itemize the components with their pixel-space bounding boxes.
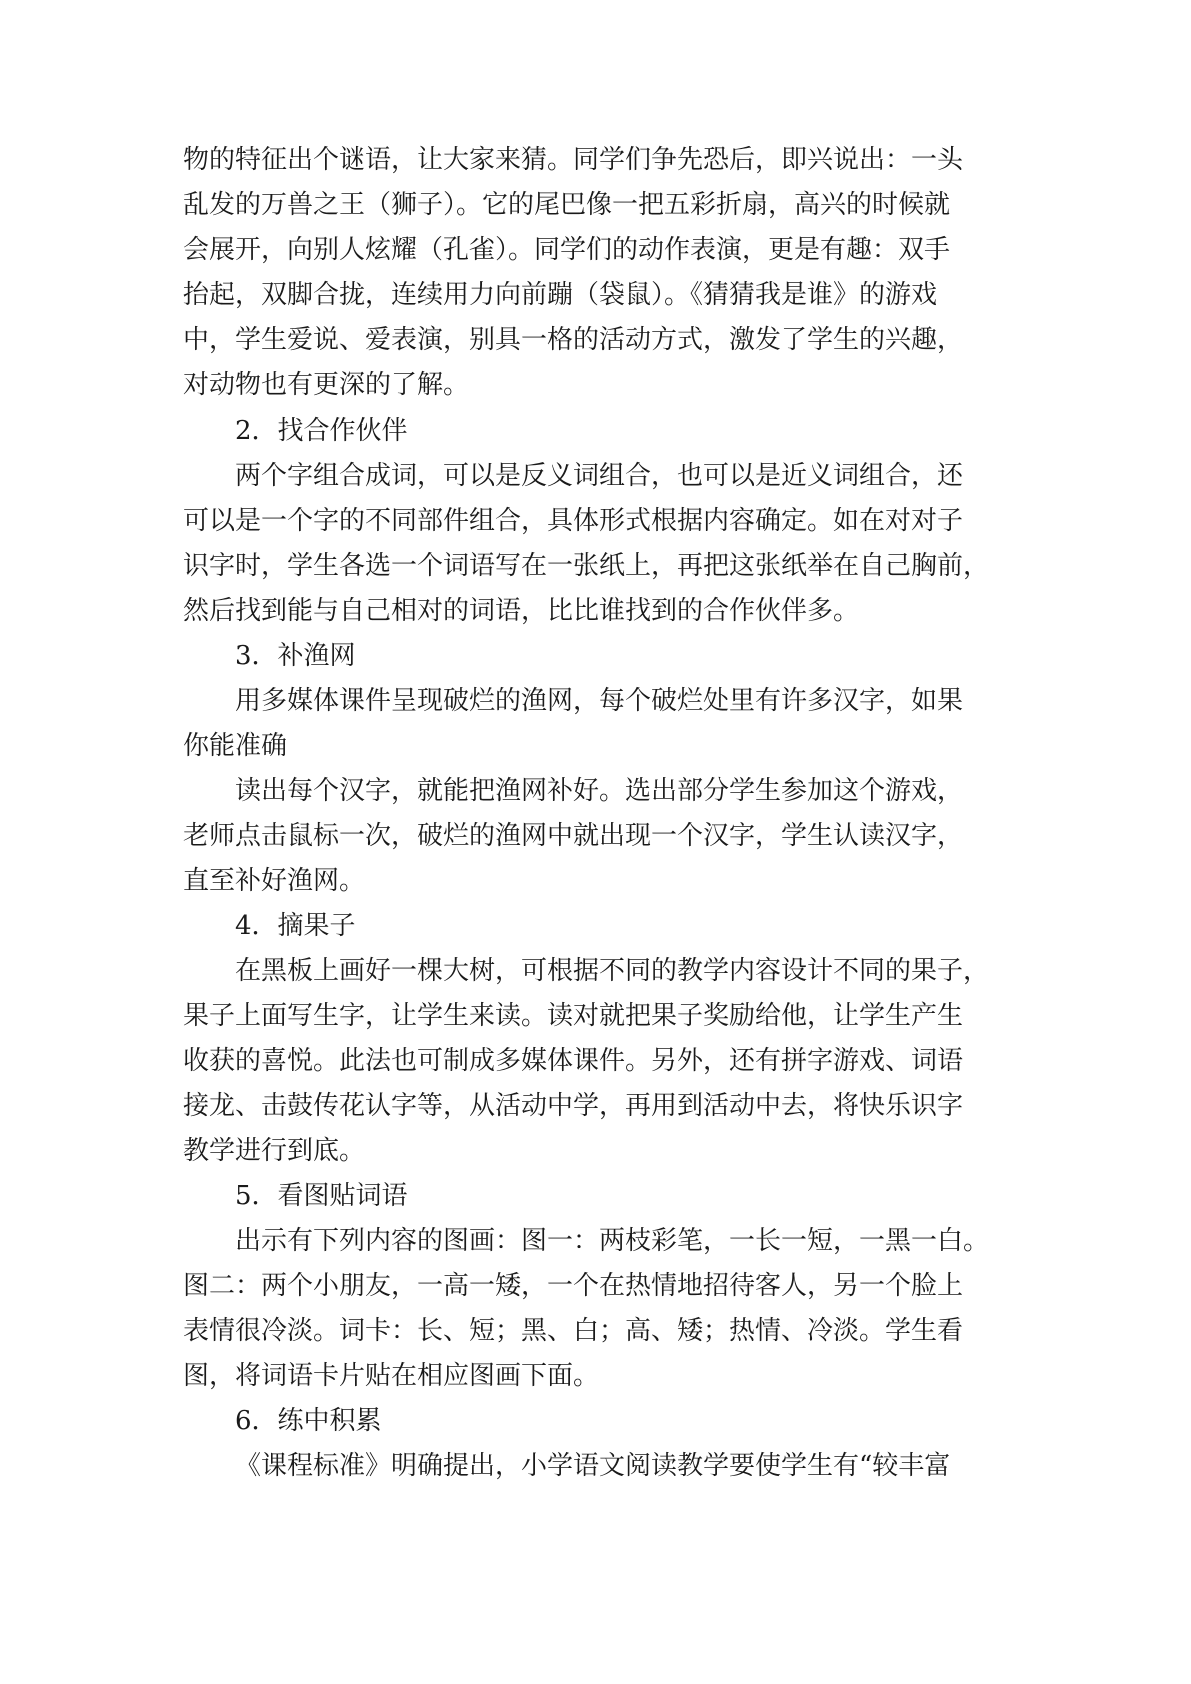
paragraph-line: 图，将词语卡片贴在相应图画下面。: [183, 1361, 600, 1391]
paragraph-line: 表情很冷淡。词卡：长、短；黑、白；高、矮；热情、冷淡。学生看: [183, 1316, 964, 1346]
paragraph-line: 在黑板上画好一棵大树，可根据不同的教学内容设计不同的果子，: [235, 956, 990, 986]
paragraph-line: 图二：两个小朋友，一高一矮，一个在热情地招待客人，另一个脸上: [183, 1271, 964, 1301]
paragraph-line: 接龙、击鼓传花认字等，从活动中学，再用到活动中去，将快乐识字: [183, 1091, 964, 1121]
paragraph-line: 直至补好渔网。: [183, 866, 366, 896]
paragraph-line: 对动物也有更深的了解。: [183, 370, 470, 400]
paragraph-line: 用多媒体课件呈现破烂的渔网，每个破烂处里有许多汉字，如果: [235, 686, 964, 716]
paragraph-line: 老师点击鼠标一次，破烂的渔网中就出现一个汉字，学生认读汉字，: [183, 821, 964, 851]
section-heading: 5．看图贴词语: [235, 1181, 408, 1211]
paragraph-line: 教学进行到底。: [183, 1136, 366, 1166]
paragraph-line: 读出每个汉字，就能把渔网补好。选出部分学生参加这个游戏，: [235, 776, 964, 806]
paragraph-line: 识字时，学生各选一个词语写在一张纸上，再把这张纸举在自己胸前，: [183, 551, 990, 581]
section-heading: 6．练中积累: [235, 1406, 382, 1436]
paragraph-line: 你能准确: [183, 731, 288, 761]
paragraph-line: 中，学生爱说、爱表演，别具一格的活动方式，激发了学生的兴趣，: [183, 325, 964, 355]
paragraph-line: 两个字组合成词，可以是反义词组合，也可以是近义词组合，还: [235, 461, 964, 491]
section-heading: 2．找合作伙伴: [235, 416, 408, 446]
paragraph-line: 物的特征出个谜语，让大家来猜。同学们争先恐后，即兴说出：一头: [183, 145, 964, 175]
paragraph-line: 《课程标准》明确提出，小学语文阅读教学要使学生有“较丰富: [235, 1451, 951, 1481]
paragraph-line: 可以是一个字的不同部件组合，具体形式根据内容确定。如在对对子: [183, 506, 964, 536]
paragraph-line: 会展开，向别人炫耀（孔雀）。同学们的动作表演，更是有趣：双手: [183, 235, 951, 265]
paragraph-line: 乱发的万兽之王（狮子）。它的尾巴像一把五彩折扇，高兴的时候就: [183, 190, 951, 220]
paragraph-line: 果子上面写生字，让学生来读。读对就把果子奖励给他，让学生产生: [183, 1001, 964, 1031]
paragraph-line: 出示有下列内容的图画：图一：两枝彩笔，一长一短，一黑一白。: [235, 1226, 990, 1256]
paragraph-line: 收获的喜悦。此法也可制成多媒体课件。另外，还有拼字游戏、词语: [183, 1046, 964, 1076]
paragraph-line: 然后找到能与自己相对的词语，比比谁找到的合作伙伴多。: [183, 596, 860, 626]
section-heading: 3．补渔网: [235, 641, 356, 671]
section-heading: 4．摘果子: [235, 911, 356, 941]
paragraph-line: 抬起，双脚合拢，连续用力向前蹦（袋鼠）。《猜猜我是谁》的游戏: [183, 280, 938, 310]
